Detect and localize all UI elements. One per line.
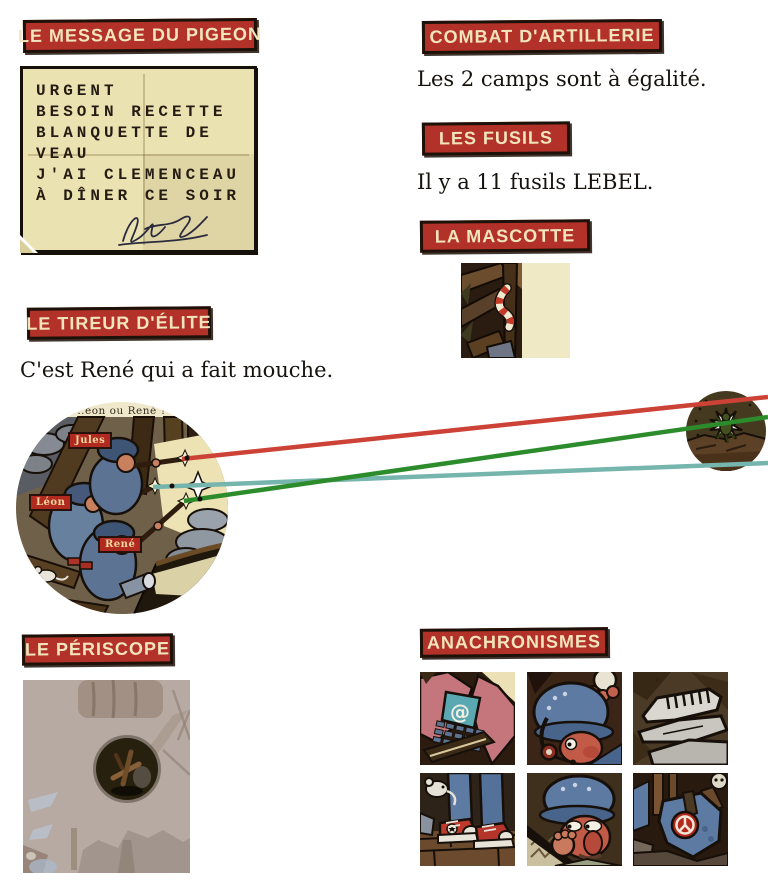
banner-la-mascotte-label: LA MASCOTTE bbox=[434, 224, 576, 247]
pigeon-note-paper bbox=[20, 66, 257, 253]
trajectory-line-teal bbox=[153, 463, 768, 487]
laptop-email-icon bbox=[420, 672, 515, 765]
trajectory-line-red bbox=[182, 397, 768, 459]
note-line: BESOIN RECETTE bbox=[36, 103, 227, 121]
note-line: À DÎNER CE SOIR bbox=[36, 187, 241, 205]
peace-symbol-badge bbox=[672, 812, 698, 838]
sneaker-sole-icon bbox=[633, 672, 728, 765]
label-leon: Léon bbox=[29, 494, 72, 511]
artillerie-answer-text: Les 2 camps sont à égalité. bbox=[417, 67, 707, 91]
anachronisme-tile-soldier-headset bbox=[527, 672, 622, 765]
banner-tireur-elite bbox=[27, 306, 211, 340]
label-jules: Jules bbox=[68, 432, 112, 449]
banner-tireur-elite-label: LE TIREUR D'ÉLITE bbox=[26, 311, 212, 334]
banner-anachronismes bbox=[420, 627, 608, 658]
soldier-headset-icon bbox=[527, 672, 622, 765]
rat-tail-in-trench-icon bbox=[461, 263, 570, 358]
note-line: BLANQUETTE DE bbox=[36, 124, 213, 142]
note-folded-corner-inner bbox=[20, 239, 34, 253]
explosion-rat-target-icon bbox=[686, 391, 766, 471]
periscope-view-image bbox=[23, 680, 190, 873]
banner-periscope-label: LE PÉRISCOPE bbox=[24, 638, 171, 660]
mascotte-image bbox=[461, 263, 570, 358]
trajectory-line-green bbox=[184, 417, 768, 501]
red-sneakers-icon bbox=[420, 773, 515, 866]
banner-les-fusils-label: LES FUSILS bbox=[438, 127, 554, 149]
anachronisme-tile-red-sneakers bbox=[420, 773, 515, 866]
note-line: URGENT bbox=[36, 82, 118, 100]
banner-combat-artillerie bbox=[422, 19, 662, 54]
note-line: J'AI CLEMENCEAU bbox=[36, 166, 241, 184]
banner-message-du-pigeon bbox=[17, 18, 263, 53]
banner-anachronismes-label: ANACHRONISMES bbox=[426, 631, 602, 653]
note-text bbox=[36, 81, 240, 207]
anachronisme-tile-peace-badge bbox=[633, 773, 728, 866]
scene-question: ..éon ou René ? bbox=[77, 405, 167, 417]
banner-la-mascotte bbox=[420, 219, 590, 252]
fusils-answer-text: Il y a 11 fusils LEBEL. bbox=[417, 170, 654, 194]
label-rene: René bbox=[98, 536, 142, 553]
anachronisme-tile-sneaker-sole bbox=[633, 672, 728, 765]
explosion-rat-target-circle bbox=[686, 391, 766, 471]
banner-combat-artillerie-label: COMBAT D'ARTILLERIE bbox=[429, 25, 655, 47]
note-line: VEAU bbox=[36, 145, 91, 163]
skull-icon bbox=[711, 773, 727, 789]
at-symbol: @ bbox=[450, 700, 470, 724]
handwritten-signature-icon bbox=[115, 207, 215, 249]
periscope-view-icon bbox=[23, 680, 190, 873]
sniper-scene-circle bbox=[16, 402, 228, 614]
soldier-telephone-icon bbox=[527, 773, 622, 866]
banner-periscope bbox=[22, 633, 173, 665]
anachronisme-tile-soldier-telephone bbox=[527, 773, 622, 866]
anachronisme-tile-laptop-email bbox=[420, 672, 515, 765]
peace-badge-icon bbox=[633, 773, 728, 866]
tireur-answer-text: C'est René qui a fait mouche. bbox=[20, 358, 334, 382]
banner-message-du-pigeon-label: LE MESSAGE DU PIGEON bbox=[17, 23, 263, 47]
banner-les-fusils bbox=[422, 121, 570, 155]
